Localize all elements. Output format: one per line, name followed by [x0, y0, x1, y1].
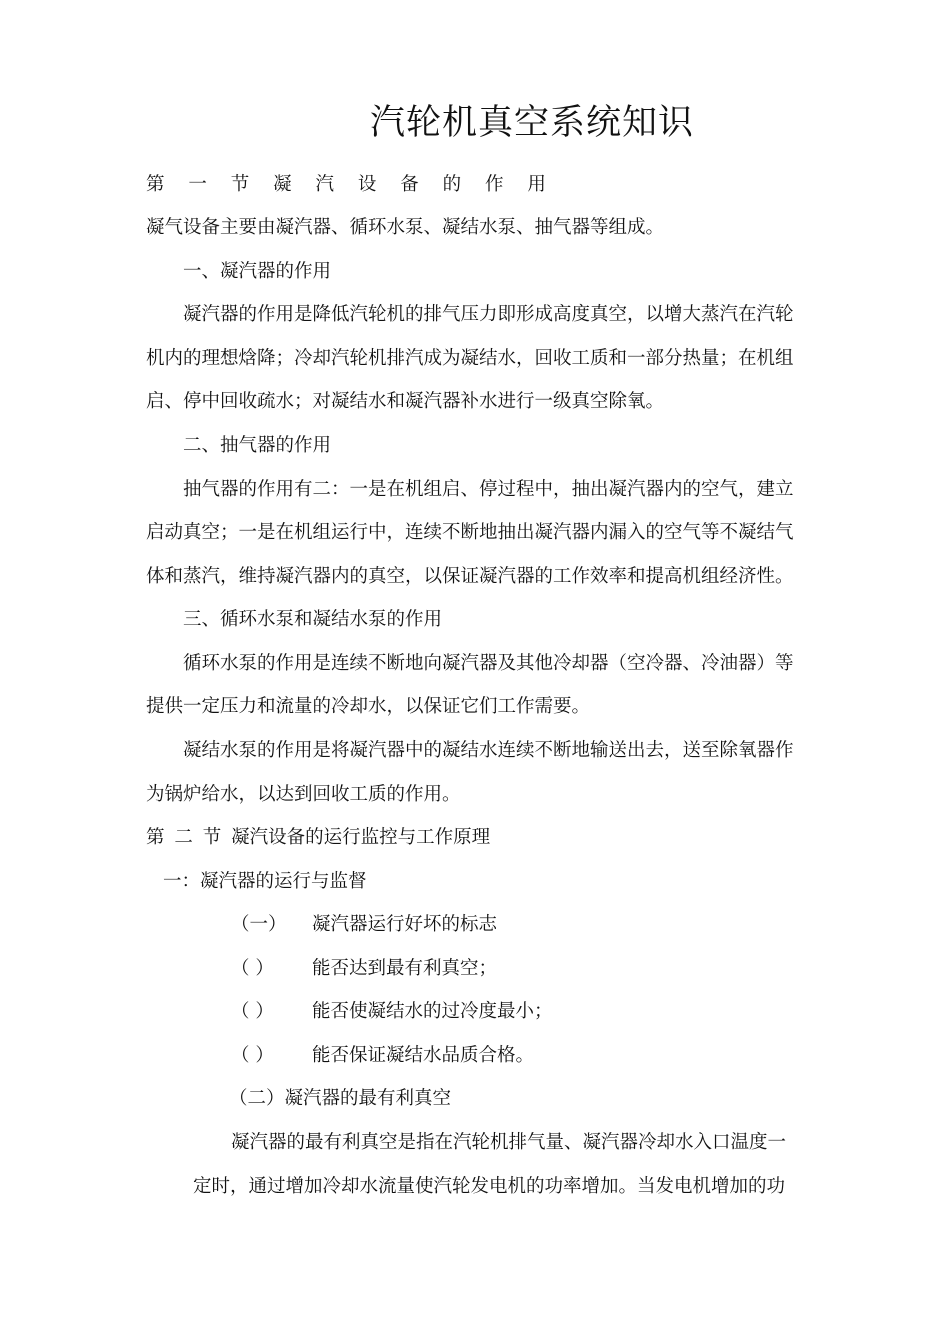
paragraph-line: 定时，通过增加冷却水流量使汽轮发电机的功率增加。当发电机增加的功 — [193, 1176, 786, 1197]
section-heading-2: 第 二 节 凝汽设备的运行监控与工作原理 — [146, 827, 491, 848]
list-marker: （ ） — [231, 1045, 274, 1066]
paragraph-line: 启动真空；一是在机组运行中，连续不断地抽出凝汽器内漏入的空气等不凝结气 — [146, 522, 794, 543]
subheading-operation: 一：凝汽器的运行与监督 — [163, 871, 367, 892]
list-item: 凝汽器运行好坏的标志 — [312, 914, 498, 935]
subheading-air-ejector: 二、抽气器的作用 — [183, 435, 332, 456]
list-marker: （ ） — [231, 958, 274, 979]
section-intro: 凝气设备主要由凝汽器、循环水泵、凝结水泵、抽气器等组成。 — [146, 217, 665, 238]
list-marker: （ ） — [231, 1001, 274, 1022]
list-item: 能否达到最有利真空； — [312, 958, 498, 979]
section-heading-1: 第 一 节 凝 汽 设 备 的 作 用 — [146, 174, 555, 195]
list-item: 能否使凝结水的过冷度最小； — [312, 1001, 553, 1022]
paragraph-line: 凝汽器的最有利真空是指在汽轮机排气量、凝汽器冷却水入口温度一 — [231, 1132, 787, 1153]
paragraph-line: 为锅炉给水，以达到回收工质的作用。 — [146, 784, 461, 805]
paragraph-line: 抽气器的作用有二：一是在机组启、停过程中，抽出凝汽器内的空气，建立 — [183, 479, 794, 500]
subheading-pumps: 三、循环水泵和凝结水泵的作用 — [183, 609, 443, 630]
paragraph-line: 凝结水泵的作用是将凝汽器中的凝结水连续不断地输送出去，送至除氧器作 — [183, 740, 794, 761]
list-item: 能否保证凝结水品质合格。 — [312, 1045, 535, 1066]
list-marker: （一） — [231, 914, 287, 935]
subheading-condenser: 一、凝汽器的作用 — [183, 261, 332, 282]
paragraph-line: 凝汽器的作用是降低汽轮机的排气压力即形成高度真空，以增大蒸汽在汽轮 — [183, 304, 794, 325]
paragraph-line: 提供一定压力和流量的冷却水，以保证它们工作需要。 — [146, 696, 591, 717]
page-title: 汽轮机真空系统知识 — [370, 103, 695, 143]
paragraph-line: 循环水泵的作用是连续不断地向凝汽器及其他冷却器（空冷器、冷油器）等 — [183, 653, 794, 674]
paragraph-line: 启、停中回收疏水；对凝结水和凝汽器补水进行一级真空除氧。 — [146, 391, 665, 412]
subheading-optimal-vacuum: （二）凝汽器的最有利真空 — [229, 1088, 452, 1109]
paragraph-line: 机内的理想焓降；冷却汽轮机排汽成为凝结水，回收工质和一部分热量；在机组 — [146, 348, 794, 369]
paragraph-line: 体和蒸汽，维持凝汽器内的真空，以保证凝汽器的工作效率和提高机组经济性。 — [146, 566, 794, 587]
